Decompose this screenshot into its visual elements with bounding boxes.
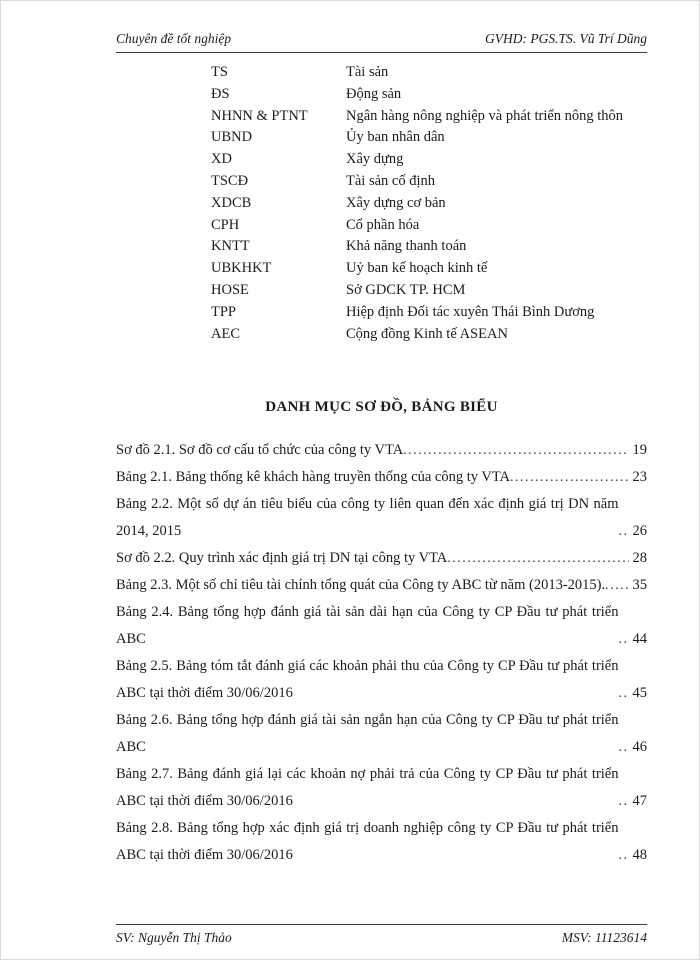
page-header [116,31,647,53]
header-advisor: GVHD: PGS.TS. Vũ Trí Dũng [484,31,647,46]
toc-page-number: 47 [632,793,647,810]
header-course-title: Chuyên đề tốt nghiệp [116,31,232,46]
toc-page-number: 28 [632,550,647,567]
toc-entry [116,815,647,869]
abbreviation-meaning: Uỷ ban kế hoạch kinh tế [346,260,488,277]
abbreviation-row [211,215,647,237]
toc-entry [116,491,647,545]
toc-dot-leader [619,734,629,761]
abbreviation-row [211,324,647,346]
abbreviation-row [211,171,647,193]
abbreviation-meaning: Cổ phần hóa [346,216,420,233]
abbreviation-code: KNTT [211,238,250,255]
toc-entry-text: Bảng 2.2. Một số dự án tiêu biểu của công ty liên quan đến xác định giá trị DN năm 2014, 2015 [116,496,619,540]
abbreviation-meaning: Sở GDCK TP. HCM [346,281,466,298]
abbreviation-row [211,149,647,171]
toc-entry [116,599,647,653]
abbreviation-meaning: Hiệp định Đối tác xuyên Thái Bình Dương [346,303,595,320]
toc-entry-text: Bảng 2.3. Một số chỉ tiêu tài chính tổng quát của Công ty ABC từ năm (2013-2015). [116,577,606,594]
toc-entry-text: Sơ đồ 2.2. Quy trình xác định giá trị DN tại công ty VTA [116,550,448,567]
toc-entry-text: Bảng 2.8. Bảng tổng hợp xác định giá trị doanh nghiệp công ty CP Đầu tư phát triển ABC tại thời điểm 30/06/2016 [116,820,619,864]
abbreviation-row [211,62,647,84]
toc-entry [116,437,647,464]
toc-entry [116,545,647,572]
toc-entry-text: Bảng 2.6. Bảng tổng hợp đánh giá tài sản ngắn hạn của Công ty CP Đầu tư phát triển ABC [116,712,619,756]
abbreviation-meaning: Ủy ban nhân dân [346,129,445,146]
abbreviation-row [211,258,647,280]
toc-page-number: 46 [632,739,647,756]
abbreviation-meaning: Động sản [346,85,402,102]
toc-entry-text: Bảng 2.5. Bảng tóm tắt đánh giá các khoản phải thu của Công ty CP Đầu tư phát triển ABC tại thời điểm 30/06/2016 [116,658,619,702]
abbreviation-row [211,280,647,302]
abbreviation-row [211,193,647,215]
toc-list [116,437,647,869]
abbreviation-code: UBKHKT [211,260,272,277]
abbreviation-row [211,127,647,149]
toc-dot-leader [619,626,629,653]
toc-entry-text: Sơ đồ 2.1. Sơ đồ cơ cấu tổ chức của công ty VTA [116,442,404,459]
toc-dot-leader [619,680,629,707]
toc-entry [116,464,647,491]
abbreviation-code: HOSE [211,281,249,298]
toc-dot-leader [619,842,629,869]
toc-entry-text: Bảng 2.7. Bảng đánh giá lại các khoản nợ phải trả của Công ty CP Đầu tư phát triển ABC tại thời điểm 30/06/2016 [116,766,619,810]
abbreviation-code: XDCB [211,194,252,211]
toc-page-number: 23 [632,469,647,486]
toc-page-number: 44 [632,631,647,648]
abbreviation-code: TS [211,64,228,80]
abbreviation-code: TPP [211,303,236,320]
toc-entry [116,653,647,707]
toc-entry [116,707,647,761]
abbreviation-meaning: Tài sản [346,64,389,80]
abbreviation-code: XD [211,151,232,168]
footer-student-id: MSV: 11123614 [561,930,647,945]
abbreviation-meaning: Xây dựng cơ bản [346,194,446,211]
toc-dot-leader [403,437,628,464]
toc-dot-leader [447,545,628,572]
toc-dot-leader [510,464,628,491]
abbreviation-list [116,62,647,345]
abbreviation-code: AEC [211,325,240,342]
abbreviation-code: CPH [211,216,240,233]
abbreviation-row [211,302,647,324]
toc-entry [116,572,647,599]
abbreviation-meaning: Khả năng thanh toán [346,238,467,255]
toc-page-number: 35 [632,577,647,594]
abbreviation-meaning: Cộng đồng Kinh tế ASEAN [346,325,508,342]
toc-entry-text: Bảng 2.1. Bảng thống kê khách hàng truyền thống của công ty VTA [116,469,511,486]
toc-page-number: 48 [632,847,647,864]
toc-dot-leader [619,518,629,545]
section-title: DANH MỤC SƠ ĐỒ, BẢNG BIỂU [265,399,498,416]
footer-student-name: SV: Nguyễn Thị Thảo [116,930,232,945]
toc-page-number: 19 [632,442,647,459]
toc-dot-leader [605,572,628,599]
abbreviation-row [211,84,647,106]
page-footer [116,924,647,946]
abbreviation-code: ĐS [211,85,230,102]
abbreviation-code: TSCĐ [211,172,249,189]
abbreviation-meaning: Ngân hàng nông nghiệp và phát triển nông thôn [346,107,624,124]
abbreviation-code: UBND [211,129,253,146]
abbreviation-row [211,106,647,128]
toc-dot-leader [619,788,629,815]
toc-page-number: 45 [632,685,647,702]
toc-entry-text: Bảng 2.4. Bảng tổng hợp đánh giá tài sản dài hạn của Công ty CP Đầu tư phát triển ABC [116,604,619,648]
toc-entry [116,761,647,815]
abbreviation-meaning: Tài sản cố định [346,172,435,189]
toc-page-number: 26 [632,523,647,540]
abbreviation-row [211,236,647,258]
abbreviation-meaning: Xây dựng [346,151,404,168]
abbreviation-code: NHNN & PTNT [211,107,308,124]
